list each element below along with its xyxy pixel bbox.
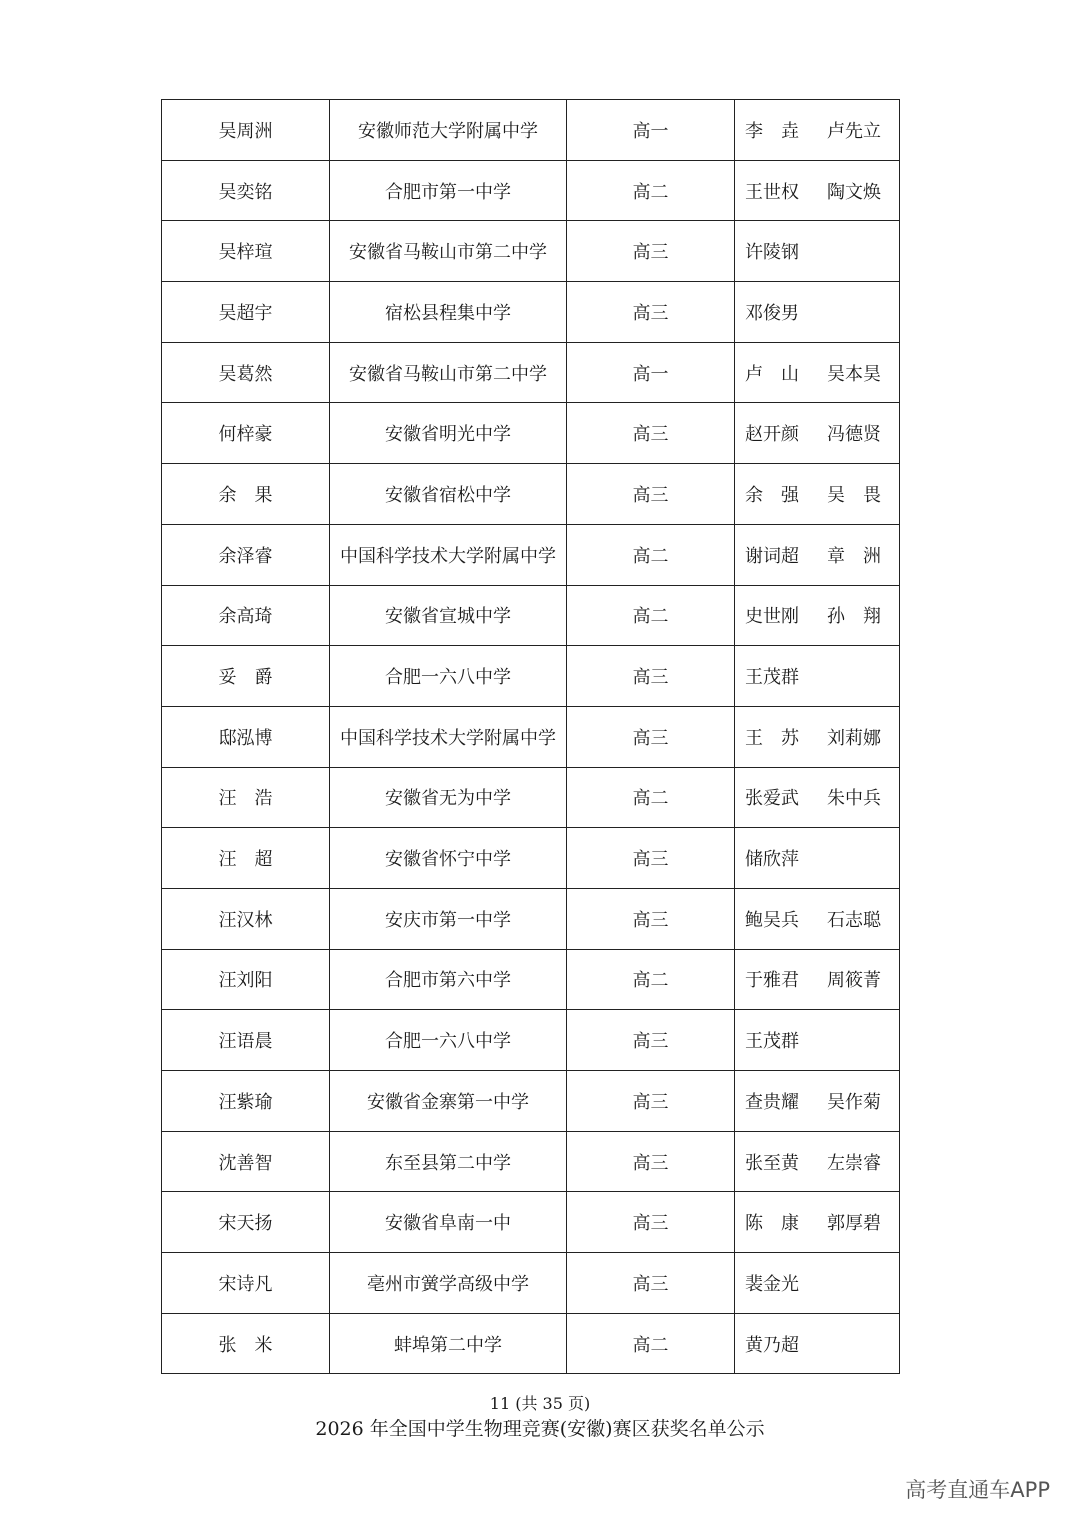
coach-primary: 谢词超 [745, 545, 799, 567]
coach-cell [735, 1010, 900, 1071]
grade-cell: 高一 [567, 342, 735, 403]
coach-secondary: 周筱菁 [827, 970, 881, 992]
table-row [162, 464, 900, 525]
student-name-cell: 吴周洲 [162, 100, 330, 161]
table-row [162, 221, 900, 282]
coach-secondary: 卢先立 [827, 120, 881, 142]
table-row [162, 160, 900, 221]
coach-names [735, 602, 899, 628]
school-cell: 合肥一六八中学 [330, 1010, 567, 1071]
coach-cell [735, 888, 900, 949]
table-row [162, 767, 900, 828]
grade-cell: 高三 [567, 282, 735, 343]
student-name-cell: 吴葛然 [162, 342, 330, 403]
school-cell: 安徽省马鞍山市第二中学 [330, 221, 567, 282]
student-name-cell: 汪语晨 [162, 1010, 330, 1071]
coach-cell [735, 1131, 900, 1192]
grade-cell: 高二 [567, 585, 735, 646]
coach-primary: 陈 康 [745, 1213, 799, 1235]
coach-names [735, 663, 899, 689]
table-row [162, 949, 900, 1010]
coach-names [735, 1088, 899, 1114]
coach-cell [735, 1253, 900, 1314]
table-row [162, 100, 900, 161]
coach-names [735, 360, 899, 386]
grade-cell: 高三 [567, 706, 735, 767]
coach-cell [735, 221, 900, 282]
coach-cell [735, 524, 900, 585]
coach-primary: 余 强 [745, 484, 799, 506]
student-name-cell: 妥 爵 [162, 646, 330, 707]
student-name-cell: 邸泓博 [162, 706, 330, 767]
coach-cell [735, 949, 900, 1010]
coach-primary: 张爱武 [745, 788, 799, 810]
coach-cell [735, 100, 900, 161]
coach-primary: 王茂群 [745, 1031, 799, 1053]
coach-primary: 史世刚 [745, 606, 799, 628]
coach-cell [735, 464, 900, 525]
table-row [162, 706, 900, 767]
table-row [162, 1010, 900, 1071]
coach-names [735, 117, 899, 143]
coach-secondary: 左崇睿 [827, 1152, 881, 1174]
grade-cell: 高二 [567, 949, 735, 1010]
school-cell: 安徽省无为中学 [330, 767, 567, 828]
coach-secondary: 冯德贤 [827, 424, 881, 446]
grade-cell: 高二 [567, 767, 735, 828]
school-cell: 合肥一六八中学 [330, 646, 567, 707]
school-cell: 东至县第二中学 [330, 1131, 567, 1192]
school-cell: 安庆市第一中学 [330, 888, 567, 949]
coach-secondary: 吴 畏 [827, 484, 881, 506]
school-cell: 安徽省宣城中学 [330, 585, 567, 646]
coach-cell [735, 282, 900, 343]
coach-cell [735, 342, 900, 403]
coach-primary: 许陵钢 [745, 242, 799, 264]
student-name-cell: 宋天扬 [162, 1192, 330, 1253]
table-row [162, 1253, 900, 1314]
table-row [162, 585, 900, 646]
coach-secondary: 郭厚碧 [827, 1213, 881, 1235]
student-name-cell: 汪汉林 [162, 888, 330, 949]
coach-primary: 卢 山 [745, 363, 799, 385]
coach-names [735, 1149, 899, 1175]
school-cell: 中国科学技术大学附属中学 [330, 524, 567, 585]
table-row [162, 1131, 900, 1192]
coach-names [735, 1027, 899, 1053]
coach-cell [735, 646, 900, 707]
grade-cell: 高二 [567, 1313, 735, 1374]
coach-secondary: 吴作菊 [827, 1091, 881, 1113]
school-cell: 蚌埠第二中学 [330, 1313, 567, 1374]
grade-cell: 高三 [567, 1253, 735, 1314]
coach-primary: 于雅君 [745, 970, 799, 992]
school-cell: 安徽省宿松中学 [330, 464, 567, 525]
grade-cell: 高三 [567, 828, 735, 889]
school-cell: 安徽省怀宁中学 [330, 828, 567, 889]
table-row [162, 524, 900, 585]
student-name-cell: 余高琦 [162, 585, 330, 646]
watermark: 高考直通车APP [905, 1478, 1050, 1502]
award-table [161, 99, 900, 1374]
coach-primary: 储欣萍 [745, 849, 799, 871]
student-name-cell: 吴超宇 [162, 282, 330, 343]
coach-cell [735, 767, 900, 828]
coach-names [735, 1331, 899, 1357]
table-row [162, 1071, 900, 1132]
school-cell: 合肥市第六中学 [330, 949, 567, 1010]
coach-names [735, 420, 899, 446]
school-cell: 安徽师范大学附属中学 [330, 100, 567, 161]
coach-primary: 王世权 [745, 181, 799, 203]
table-row [162, 646, 900, 707]
grade-cell: 高三 [567, 646, 735, 707]
coach-names [735, 542, 899, 568]
grade-cell: 高三 [567, 464, 735, 525]
student-name-cell: 吴奕铭 [162, 160, 330, 221]
coach-primary: 邓俊男 [745, 302, 799, 324]
student-name-cell: 吴梓瑄 [162, 221, 330, 282]
school-cell: 合肥市第一中学 [330, 160, 567, 221]
student-name-cell: 余泽睿 [162, 524, 330, 585]
student-name-cell: 张 米 [162, 1313, 330, 1374]
grade-cell: 高三 [567, 1131, 735, 1192]
coach-primary: 裴金光 [745, 1273, 799, 1295]
coach-names [735, 845, 899, 871]
school-cell: 中国科学技术大学附属中学 [330, 706, 567, 767]
coach-names [735, 238, 899, 264]
grade-cell: 高二 [567, 160, 735, 221]
school-cell: 安徽省马鞍山市第二中学 [330, 342, 567, 403]
student-name-cell: 汪 浩 [162, 767, 330, 828]
coach-secondary: 吴本昊 [827, 363, 881, 385]
grade-cell: 高三 [567, 888, 735, 949]
student-name-cell: 沈善智 [162, 1131, 330, 1192]
grade-cell: 高三 [567, 221, 735, 282]
coach-secondary: 陶文焕 [827, 181, 881, 203]
grade-cell: 高三 [567, 1010, 735, 1071]
coach-secondary: 朱中兵 [827, 788, 881, 810]
coach-secondary: 孙 翔 [827, 606, 881, 628]
coach-primary: 张至黄 [745, 1152, 799, 1174]
school-cell: 安徽省阜南一中 [330, 1192, 567, 1253]
coach-primary: 王 苏 [745, 727, 799, 749]
student-name-cell: 汪紫瑜 [162, 1071, 330, 1132]
table-row [162, 888, 900, 949]
student-name-cell: 汪 超 [162, 828, 330, 889]
coach-cell [735, 1192, 900, 1253]
coach-cell [735, 1313, 900, 1374]
coach-secondary: 章 洲 [827, 545, 881, 567]
table-row [162, 282, 900, 343]
coach-names [735, 966, 899, 992]
coach-names [735, 299, 899, 325]
coach-cell [735, 403, 900, 464]
table-row [162, 1313, 900, 1374]
school-cell: 安徽省明光中学 [330, 403, 567, 464]
table-row [162, 1192, 900, 1253]
coach-cell [735, 1071, 900, 1132]
coach-names [735, 1270, 899, 1296]
coach-names [735, 906, 899, 932]
coach-names [735, 724, 899, 750]
school-cell: 亳州市黉学高级中学 [330, 1253, 567, 1314]
grade-cell: 高三 [567, 403, 735, 464]
coach-names [735, 481, 899, 507]
grade-cell: 高一 [567, 100, 735, 161]
coach-names [735, 784, 899, 810]
school-cell: 安徽省金寨第一中学 [330, 1071, 567, 1132]
coach-secondary: 刘莉娜 [827, 727, 881, 749]
coach-cell [735, 160, 900, 221]
coach-primary: 鲍吴兵 [745, 909, 799, 931]
award-table-body [162, 100, 900, 1374]
grade-cell: 高二 [567, 524, 735, 585]
student-name-cell: 汪刘阳 [162, 949, 330, 1010]
grade-cell: 高三 [567, 1071, 735, 1132]
student-name-cell: 余 果 [162, 464, 330, 525]
coach-primary: 李 垚 [745, 120, 799, 142]
document-title: 2026 年全国中学生物理竞赛(安徽)赛区获奖名单公示 [315, 1418, 765, 1440]
table-row [162, 342, 900, 403]
coach-secondary: 石志聪 [827, 909, 881, 931]
table-row [162, 403, 900, 464]
page-number: 11 (共 35 页) [489, 1394, 591, 1413]
coach-cell [735, 706, 900, 767]
coach-primary: 赵开颜 [745, 424, 799, 446]
coach-names [735, 178, 899, 204]
coach-primary: 查贵耀 [745, 1091, 799, 1113]
coach-cell [735, 828, 900, 889]
student-name-cell: 何梓豪 [162, 403, 330, 464]
coach-cell [735, 585, 900, 646]
table-row [162, 828, 900, 889]
coach-primary: 黄乃超 [745, 1334, 799, 1356]
coach-names [735, 1209, 899, 1235]
school-cell: 宿松县程集中学 [330, 282, 567, 343]
student-name-cell: 宋诗凡 [162, 1253, 330, 1314]
grade-cell: 高三 [567, 1192, 735, 1253]
coach-primary: 王茂群 [745, 667, 799, 689]
